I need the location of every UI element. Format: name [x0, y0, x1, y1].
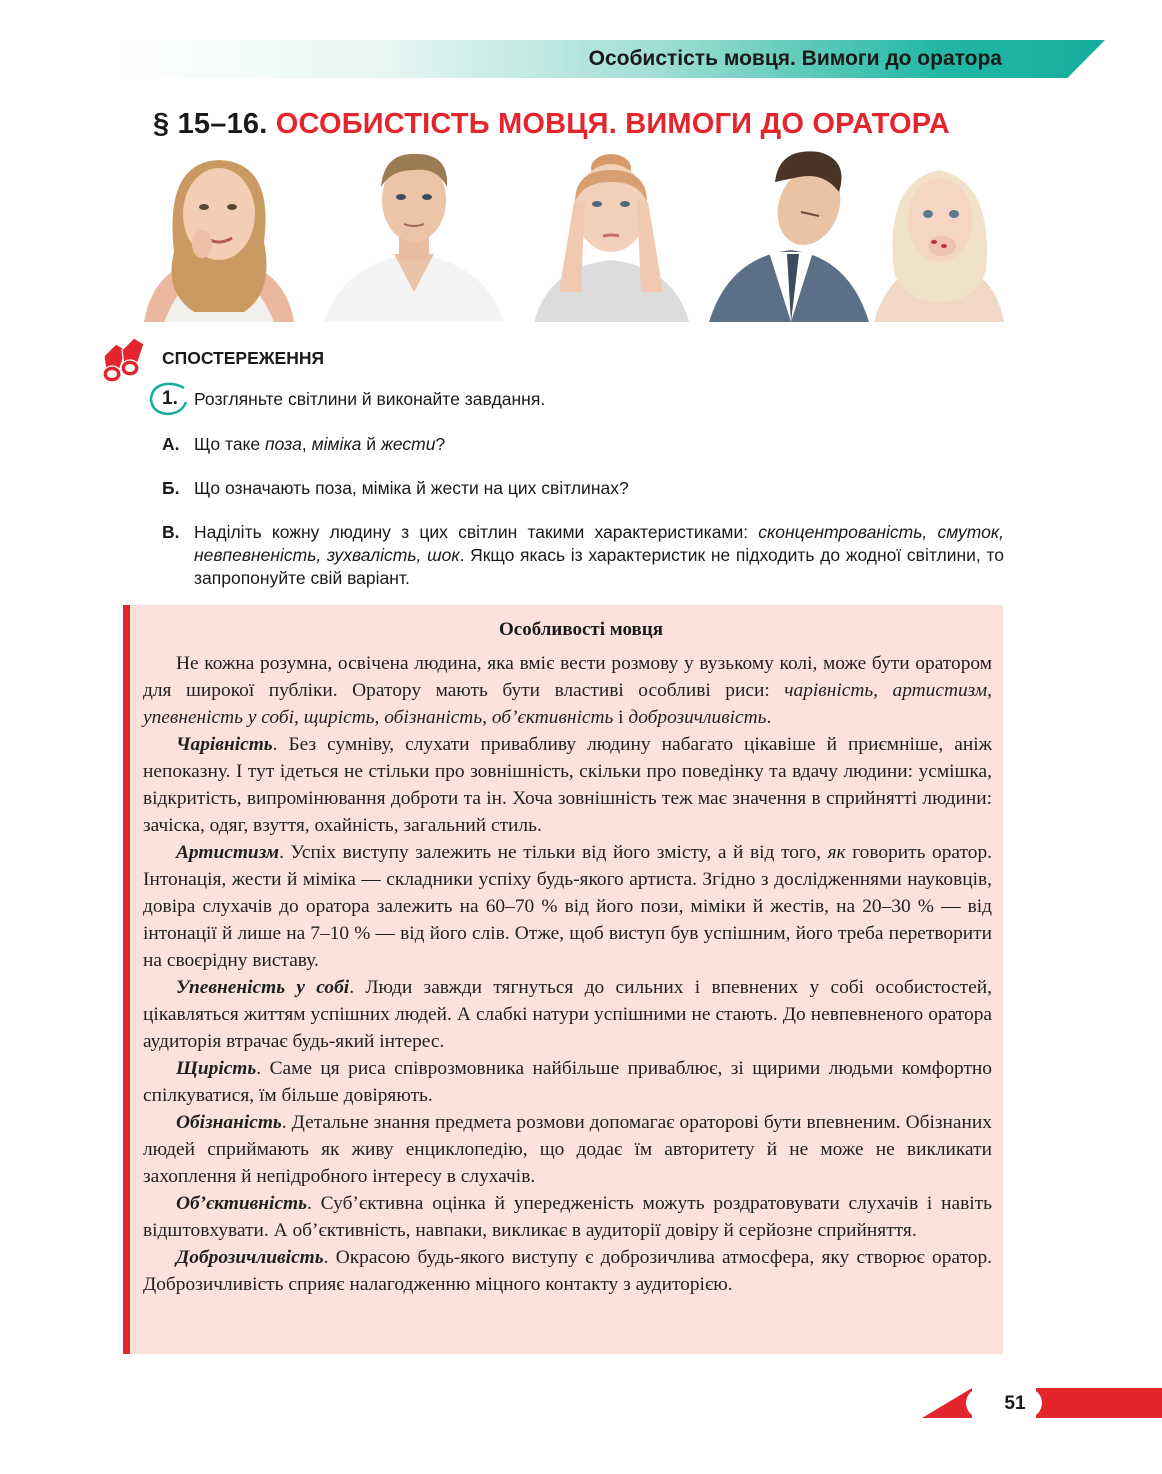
task-number: 1.	[162, 388, 178, 409]
observation-heading: СПОСТЕРЕЖЕННЯ	[162, 348, 325, 368]
photo-woman-smiling	[124, 142, 309, 322]
task-item-text: Наділіть кожну людину з цих світлин такими характеристиками: сконцентрованість, смуток, невпевненість, зухвалість, шок. Якщо якась із характеристик не підходить до жодної світлини, то запропонуйте свій варіант.	[194, 522, 1005, 588]
task-text: Розгляньте світлини й виконайте завдання.	[194, 389, 546, 409]
footer-accent-left	[922, 1388, 972, 1418]
photo-man-sad	[709, 142, 874, 322]
task-item-letter: А.	[162, 434, 180, 454]
section-title: ОСОБИСТІСТЬ МОВЦЯ. ВИМОГИ ДО ОРАТОРА	[275, 108, 950, 140]
info-paragraph-intro: Не кожна розумна, освічена людина, яка вміє вести розмову у вузькому колі, може бути оратором для широкої публіки. Оратору мають бути властиві особливі риси: чарівність, артистизм, упевненість у собі, щирість, обізнаність, об’єктивність і доброзичливість.	[143, 653, 992, 728]
info-paragraph-sincerity: Щирість. Саме ця риса співрозмовника найбільше приваблює, зі щирими людьми комфортно спілкуватися, їм більше довіряють.	[143, 1058, 992, 1106]
info-box-title: Особливості мовця	[499, 619, 663, 640]
running-header-title: Особистість мовця. Вимоги до оратора	[588, 47, 1002, 70]
info-paragraph-charm: Чарівність. Без сумніву, слухати привабливу людину набагато цікавіше й приємніше, аніж непоказну. І тут ідеться не стільки про зовнішність, скільки про поведінку та вдачу людини: усмішка, відкритість, випромінювання доброти та ін. Хоча зовнішність теж має значення в сприйнятті людини: зачіска, одяг, взуття, охайність, загальний стиль.	[143, 734, 992, 836]
footer-accent-right	[1036, 1388, 1162, 1418]
photo-strip	[124, 142, 1004, 322]
section-number: § 15–16.	[153, 108, 268, 140]
photo-man-confident	[319, 142, 509, 322]
task-item-letter: В.	[162, 522, 180, 542]
binoculars-icon	[100, 334, 158, 386]
task-item-text: Що означають поза, міміка й жести на цих світлинах?	[194, 478, 629, 498]
info-box-text	[143, 650, 992, 1298]
photo-woman-concentrating	[519, 142, 704, 322]
page-number: 51	[1004, 1393, 1026, 1414]
info-paragraph-confidence: Упевненість у собі. Люди завжди тягнуться до сильних і впевнених у собі особистостей, цікавляться життям успішних людей. А слабкі натури успішними не стають. До невпевненого оратора аудиторія втрачає будь-який інтерес.	[143, 977, 992, 1052]
info-paragraph-benevolence: Доброзичливість. Окрасою будь-якого виступу є доброзичлива атмосфера, яку створює оратор. Доброзичливість сприяє налагодженню міцного контакту з аудиторією.	[143, 1247, 992, 1295]
photo-woman-shocked	[874, 142, 1004, 322]
section-heading	[153, 108, 950, 141]
task-item-letter: Б.	[162, 478, 180, 498]
info-paragraph-objectivity: Об’єктивність. Суб’єктивна оцінка й упередженість можуть роздратовувати слухачів і навіть відштовхувати. А об’єктивність, навпаки, викликає в аудиторії довіру й серйозне сприйняття.	[143, 1193, 992, 1241]
info-paragraph-awareness: Обізнаність. Детальне знання предмета розмови допомагає ораторові бути впевненим. Обізнаних людей сприймають як живу енциклопедію, що додає їм авторитету й не може не викликати захоплення й непідробного інтересу в слухачів.	[143, 1112, 992, 1187]
info-paragraph-artistry: Артистизм. Успіх виступу залежить не тільки від його змісту, а й від того, як говорить оратор. Інтонація, жести й міміка — складники успіху будь-якого артиста. Згідно з дослідженнями науковців, довіра слухачів до оратора залежить на 60–70 % від його пози, міміки й жестів, на 20–30 % — від інтонації й лише на 7–10 % — від його слів. Отже, щоб виступ був успішним, його треба перетворити на своєрідну виставу.	[143, 842, 992, 971]
task-item-text: Що таке поза, міміка й жести?	[194, 434, 446, 454]
